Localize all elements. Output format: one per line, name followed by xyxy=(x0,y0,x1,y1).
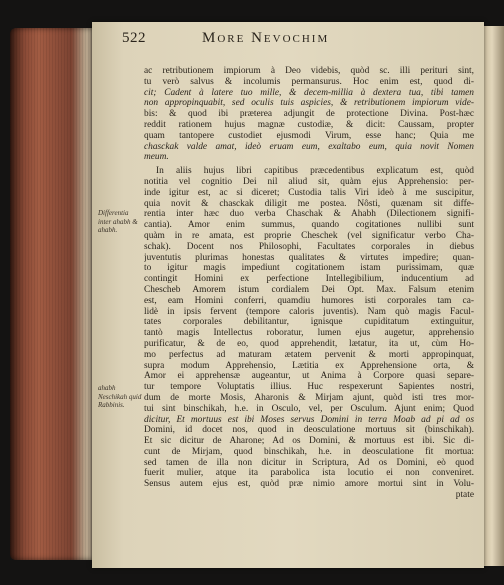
text-line: tates corporales debilitantur, ignisque cupiditatum extinguitur, xyxy=(144,317,474,328)
margin-note: Differentia inter ahabh & ahabh. xyxy=(98,209,138,234)
text-line: notitia vel cognitio Dei nil aliud sit, quàm ejus Apprehensio: per- xyxy=(144,176,474,187)
text-line: sed tamen de illa non dicitur in Scriptura, Ad os Domini, eò quod xyxy=(144,457,474,468)
text-line: In aliis hujus libri capitibus præcedentibus explicatum est, quòd xyxy=(156,166,474,177)
text-line: quàm in re amata, est proprie Cheschek (vel significatur verbo Cha- xyxy=(144,230,474,241)
text-line: Amor ei apprehensæ augeantur, ut Anima à Corpore quasi separe- xyxy=(144,371,474,382)
text-line: est, eam Homini conferri, quamdiu humores isti corporales tam ca- xyxy=(144,295,474,306)
text-line: rentia inter hæc duo verba Chaschak & Ahabh (Dilectionem signifi- xyxy=(144,209,474,220)
page-header xyxy=(122,30,470,50)
text-line: Domini, id docet nos, quod in deosculatione mortuus sit (binschikah). xyxy=(144,425,474,436)
text-line: dum de morte Mosis, Aharonis & Mirjam ajunt, quòd isti tres mor- xyxy=(144,392,474,403)
text-line: quia novit & chasckak diligit me postea. Nôsti, quænam sit diffe- xyxy=(144,198,474,209)
text-line: contingit Homini ex perfectione Intellegibilium, inducentium ad xyxy=(144,274,474,285)
text-line: dicitur, Et mortuus est ibi Moses servus Domini in terra Moab ad pi ad os xyxy=(144,414,474,425)
text-line: ac retributionem impiorum à Deo videbis, quòd sc. illi perituri sint, xyxy=(144,66,474,76)
page-number: 522 xyxy=(122,30,146,46)
text-line: non appropinquabit, sed oculis tuis aspicies, & retributionem impiorum vide- xyxy=(144,98,474,109)
text-line: quam tantopere custodiet ejusmodi Virum, esse hanc; Quia me xyxy=(144,130,474,141)
page-edges xyxy=(10,28,92,560)
text-line: to igitur magis impediunt cogitationem istam purissimam, quæ xyxy=(144,263,474,274)
book-page xyxy=(92,22,484,568)
text-line: tui sint binschikah, h.e. in Osculo, vel, per Osculum. Ajunt enim; Quod xyxy=(144,403,474,414)
text-line: juventutis plurimas honestas qualitates & virtutes impedire; quan- xyxy=(144,252,474,263)
text-line: chasckak valde amat, ideò eruam eum, exaltabo eum, quia novit Nomen xyxy=(144,141,474,152)
text-line: Et sic dicitur de Aharone; Ad os Domini, & mortuus est ibi. Sic di- xyxy=(144,436,474,447)
text-line: fuerit mulier, atque ita parabolica ista locutio ei non conveniret. xyxy=(144,468,474,479)
text-line: cunt de Mirjam, quod binschikah, h.e. in deosculatione fit mortua: xyxy=(144,446,474,457)
text-line: Chescheb Amorem istum cordialem Dei Opt. Max. Falsum etenim xyxy=(144,284,474,295)
text-line: tantò magis Intellectus roboratur, lumen ejus augetur, apprehensio xyxy=(144,328,474,339)
text-line: meum. xyxy=(144,152,169,163)
text-line: purificatur, & de eo, quod apprehendit, lætatur, ita ut, cùm Ho- xyxy=(144,338,474,349)
text-line: cit; Cadent à latere tuo mille, & decem-millia à dextera tua, tibi tamen xyxy=(144,87,474,98)
catchword: ptate xyxy=(455,490,474,501)
margin-note: ahabh Neschikah quid Rabbinis. xyxy=(98,384,142,409)
facing-page-edge xyxy=(484,26,504,566)
text-line: bis: & quod ibi præterea adjungit de protectione Divina. Post-hæc xyxy=(144,109,474,120)
text-line: lidè in ipsis fervent (tempore caloris juventis). Nam quò magis Facul- xyxy=(144,306,474,317)
text-line: Sensus autem ejus est, quòd præ nimio amore mortui sint in Volu- xyxy=(144,479,474,490)
running-title: More Nevochim xyxy=(202,30,330,46)
text-line: tur tempore Voluptatis illius. Huc respexerunt Sapientes nostri, xyxy=(144,382,474,393)
text-line: inde igitur est, ac si diceret; Custodia talis Viri ideò à me suscipitur, xyxy=(144,187,474,198)
text-line: supra modum Apprehensio, Lætitia ex Apprehensione orta, & xyxy=(144,360,474,371)
text-line: mo perfectus ad maturam ætatem pervenit & morti appropinquat, xyxy=(144,349,474,360)
text-line: cantia). Amor enim summus, quando cogitationes nullibi sunt xyxy=(144,220,474,231)
text-line: tu verò salvus & incolumis permansurus. Hoc enim est, quod di- xyxy=(144,76,474,87)
text-line: schak). Docent nos Philosophi, Facultates corporales in diebus xyxy=(144,241,474,252)
text-line: reddit rationem hujus magnæ custodiæ, & dicit: Caussam, propter xyxy=(144,119,474,130)
body-text xyxy=(144,66,474,501)
